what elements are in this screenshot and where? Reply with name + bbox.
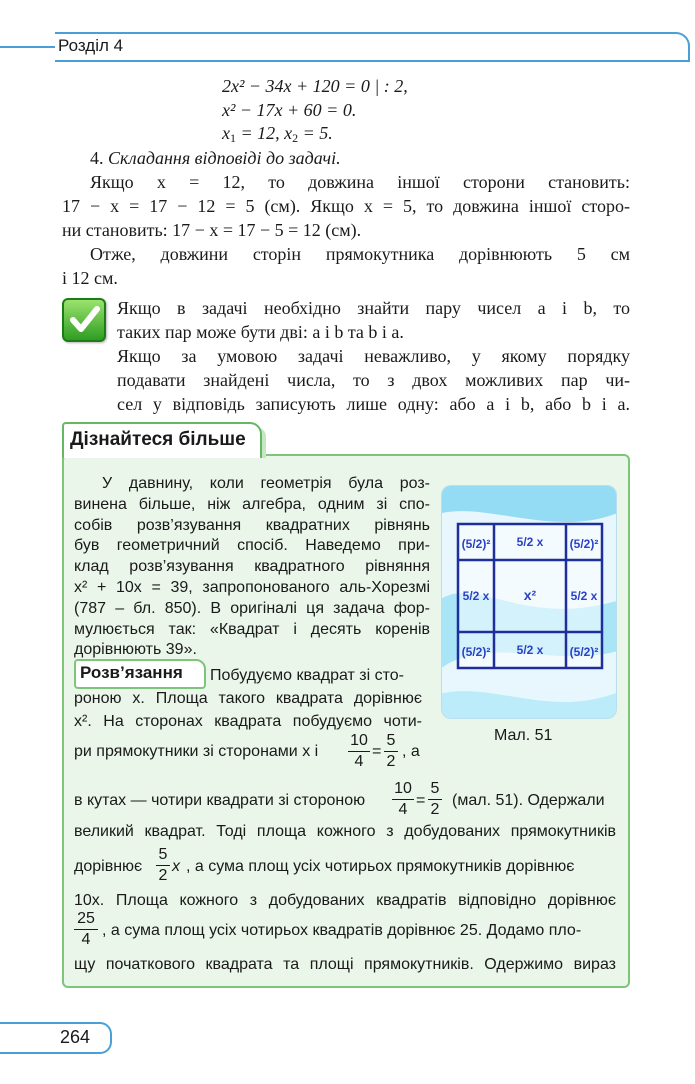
page-header: [0, 30, 695, 64]
solution-line-6: великий квадрат. Тоді площа кожного з добудованих прямокутників: [74, 823, 616, 840]
equation-line-3: $x_1 = 12$, $x_2 = 5$.: [222, 123, 333, 145]
fraction-5-2-b: 5 2: [428, 780, 442, 819]
solution-line-5-end: (мал. 51). Одержали: [452, 792, 605, 809]
note-line-2: таких пар може бути дві: a і b та b і a.: [117, 322, 404, 342]
center-label: x²: [523, 587, 537, 603]
solution-line-5: в кутах — чотири квадрати зі стороною: [74, 792, 366, 809]
solution-line-4: ри прямокутники зі сторонами x і: [74, 743, 319, 760]
figure-51: [441, 485, 617, 719]
solution-line-1: Побудуємо квадрат зі сто-: [210, 667, 405, 684]
rect-label-bottom: 5/2 x: [516, 643, 544, 657]
solution-line-9: , а сума площ усіх чотирьох квадратів дорівнює 25. Додамо пло-: [102, 922, 582, 939]
checkmark-icon: [62, 298, 106, 342]
fraction-25-4: 25 4: [74, 910, 98, 949]
fraction-10-4: 10 4: [348, 732, 370, 771]
corner-label-bl: (5/2)²: [461, 645, 491, 659]
corner-label-tl: (5/2)²: [461, 537, 491, 551]
fraction-10-4-b: 10 4: [392, 780, 414, 819]
note-line-5: сел у відповідь записують лише одну: або a і b, або b і a.: [117, 394, 630, 414]
solution-line-4-end: , а: [402, 743, 420, 760]
solution-line-7: дорівнює: [74, 858, 143, 875]
equals-sign: =: [372, 743, 382, 760]
equals-sign-b: =: [416, 792, 426, 809]
note-line-3: Якщо за умовою задачі неважливо, у якому порядку: [117, 346, 630, 366]
solution-line-10: щу початкового квадрата та площі прямокутників. Одержимо вираз: [74, 956, 616, 973]
rect-label-left: 5/2 x: [462, 589, 490, 603]
solution-line-7-end: , а сума площ усіх чотирьох прямокутників дорівнює: [186, 858, 575, 875]
rect-label-right: 5/2 x: [570, 589, 598, 603]
note-line-1: Якщо в задачі необхідно знайти пару чисел a і b, то: [117, 298, 630, 318]
figure-caption: Мал. 51: [494, 727, 553, 744]
history-paragraph: У давнину, коли геометрія була роз- винена більше, ніж алгебра, одним зі спо- собів розв’язування квадратних рівнянь був геометричний спосіб. Наведемо при- клад розв’язування квадратного рівняння x² + 10x = 39, запропонованого аль-Хорезмі (787 – бл. 850). В оригіналі ця задача фор- мулюється так: «Квадрат і десять коренів дорівнюють 39».: [74, 475, 430, 659]
solution-line-2: роною x. Площа такого квадрата дорівнює: [74, 690, 422, 707]
completing-square-diagram: [442, 486, 617, 719]
equation-line-1: 2x² − 34x + 120 = 0 | : 2,: [222, 76, 408, 96]
learn-more-title: Дізнайтеся більше: [70, 429, 246, 450]
corner-label-tr: (5/2)²: [569, 537, 599, 551]
answer-line-3: ни становить: 17 − x = 17 − 5 = 12 (см).: [62, 220, 362, 240]
equation-line-2: x² − 17x + 60 = 0.: [222, 100, 357, 120]
answer-line-1: Якщо x = 12, то довжина іншої сторони становить:: [90, 172, 630, 192]
solution-line-8: 10x. Площа кожного з добудованих квадратів відповідно дорівнює: [74, 892, 616, 909]
conclusion-line-2: і 12 см.: [62, 268, 118, 288]
variable-x: x: [172, 858, 180, 875]
solution-line-3: x². На сторонах квадрата побудуємо чоти-: [74, 713, 422, 730]
page-number-box: [0, 1022, 112, 1054]
step-4-heading: 4. Складання відповіді до задачі.: [90, 148, 341, 168]
page-number: 264: [60, 1027, 91, 1047]
rect-label-top: 5/2 x: [516, 535, 544, 549]
corner-label-br: (5/2)²: [569, 645, 599, 659]
fraction-5-2-c: 5 2: [156, 846, 170, 885]
fraction-5-2: 5 2: [384, 732, 398, 771]
solution-label: Розв’язання: [80, 663, 183, 682]
conclusion-line-1: Отже, довжини сторін прямокутника дорівнюють 5 см: [90, 244, 630, 264]
chapter-title: Розділ 4: [58, 36, 124, 55]
note-line-4: подавати знайдені числа, то з двох можливих пар чи-: [117, 370, 630, 390]
answer-line-2: 17 − x = 17 − 12 = 5 (см). Якщо x = 5, то довжина іншої сторо-: [62, 196, 630, 216]
